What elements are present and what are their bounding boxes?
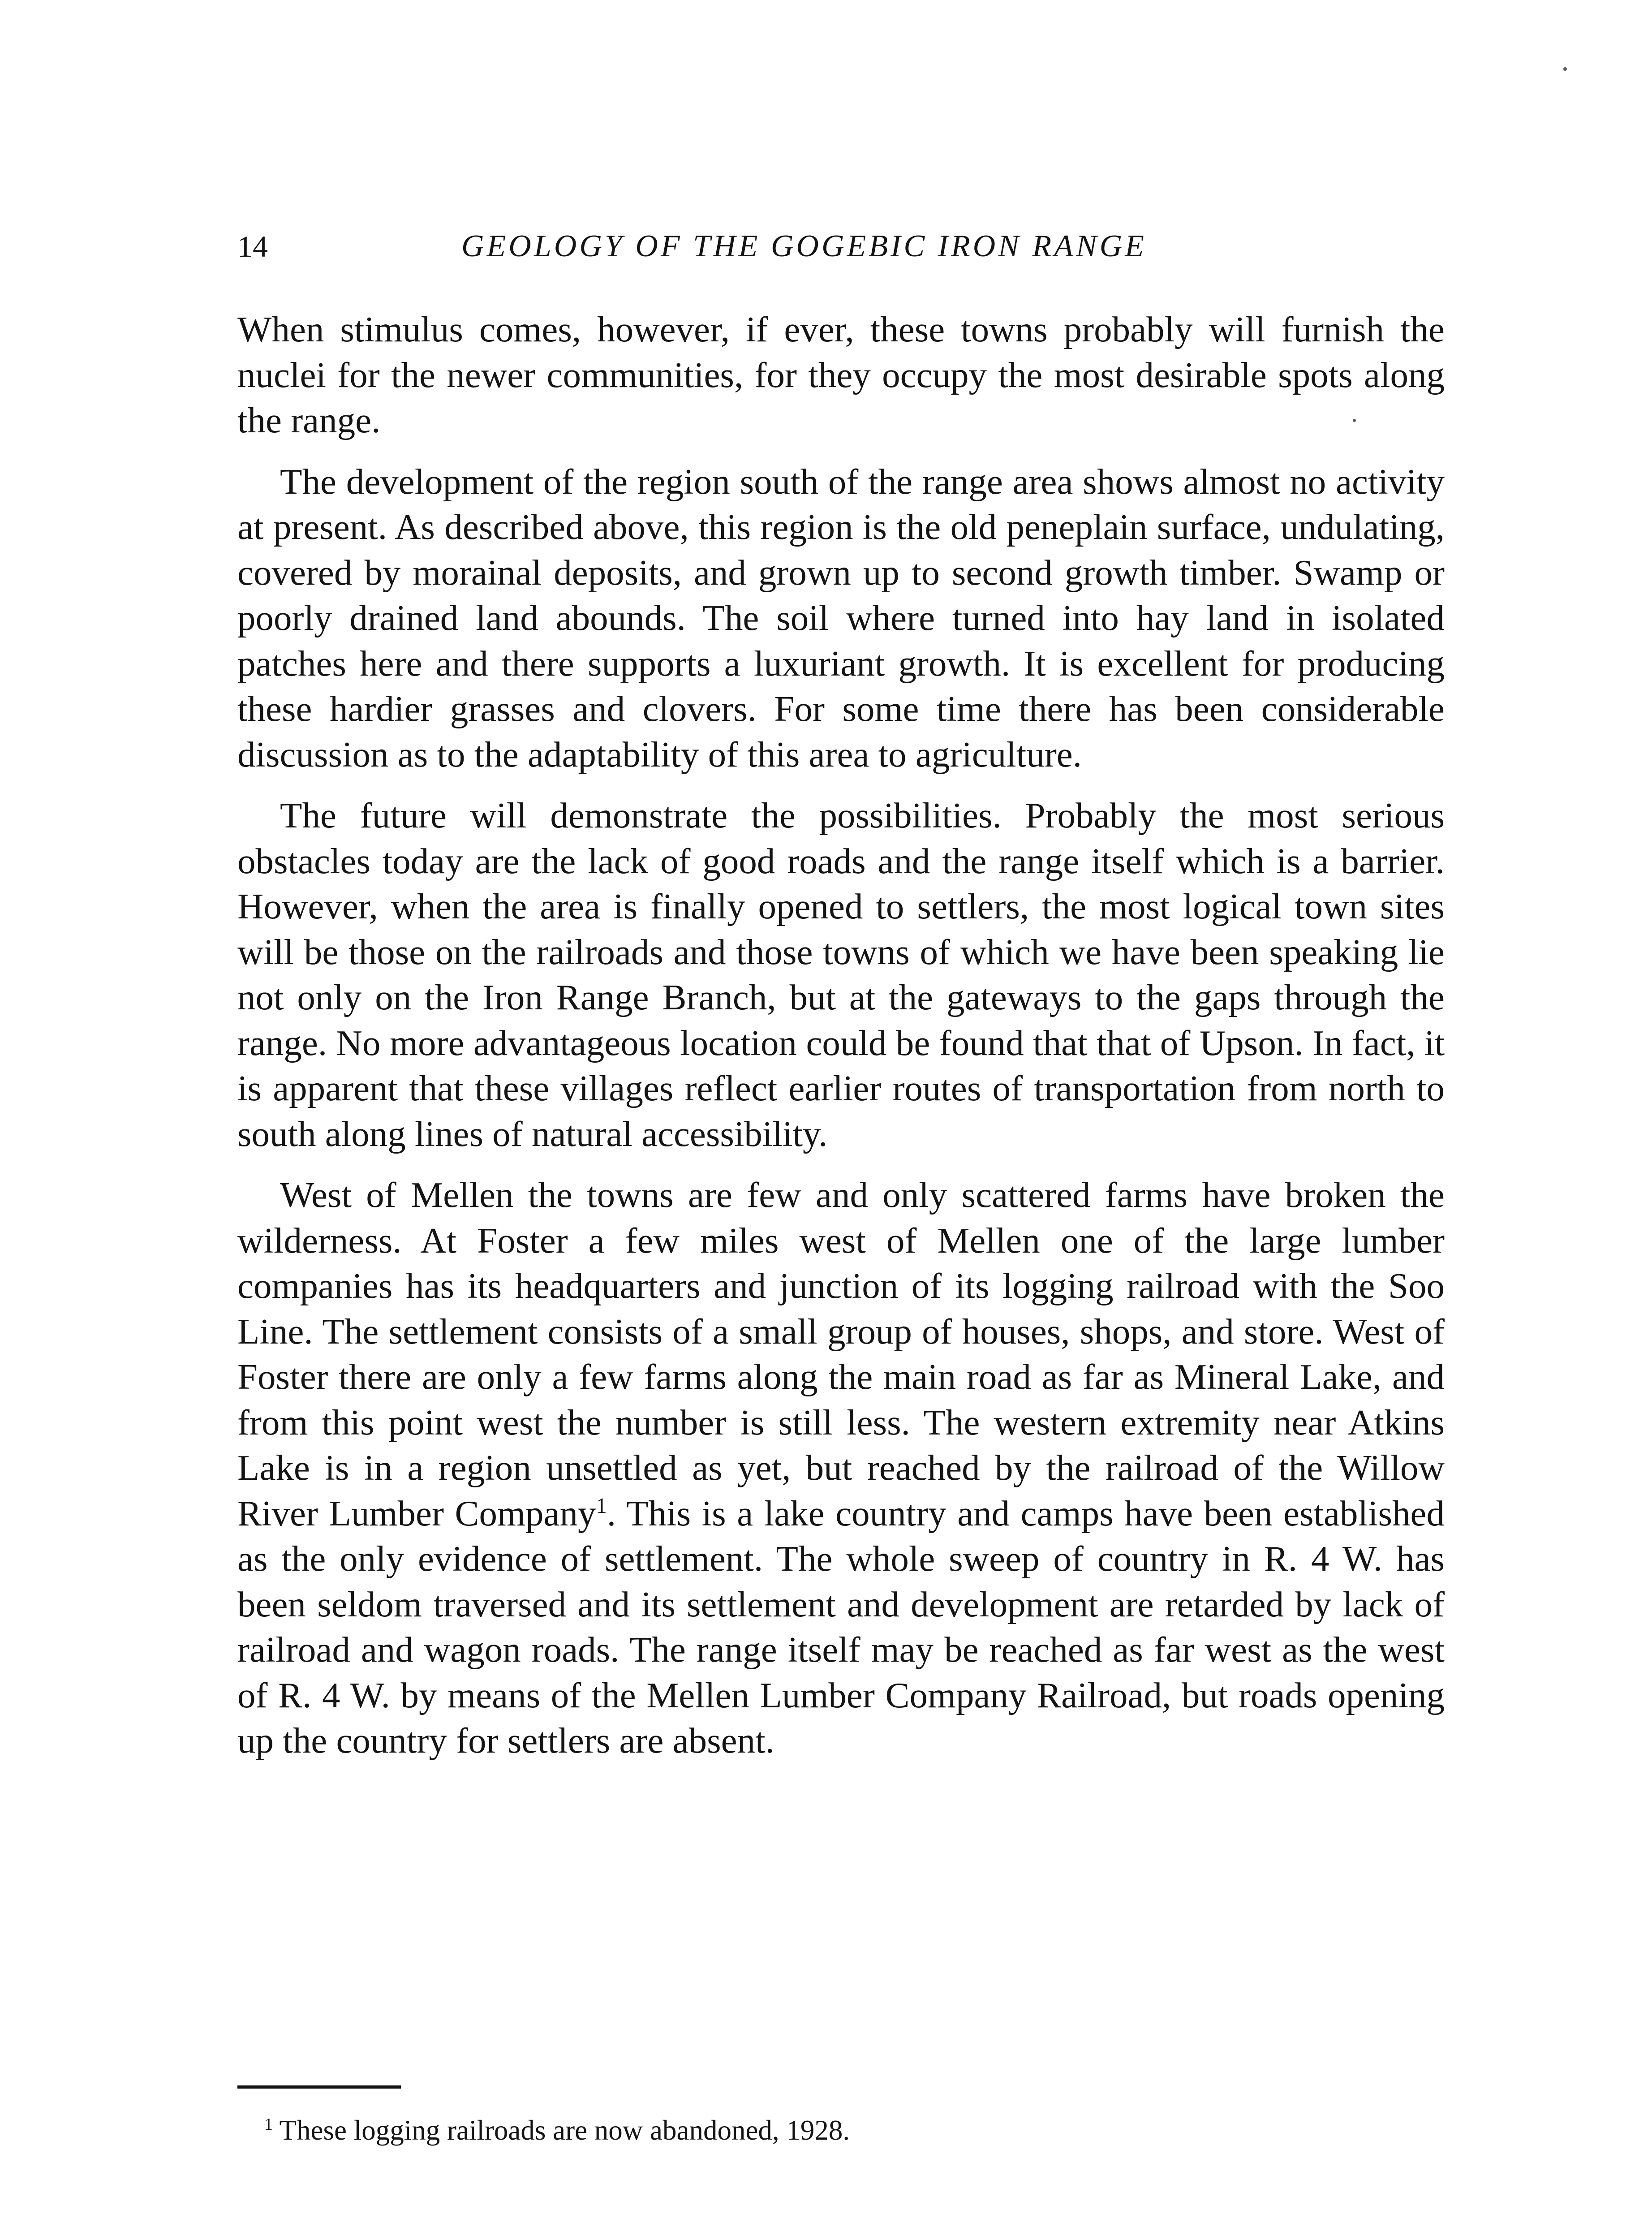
page-header	[237, 226, 1447, 267]
footnote-mark: 1	[264, 2115, 273, 2134]
paragraph-4-text-before-note: West of Mellen the towns are few and only scattered farms have broken the wilderness. At Foster a few miles west of Mellen one of the large lumber companies has its headquarters and junction of its logging railroad with the Soo Line. The settlement consists of a small group of houses, shops, and store. West of Foster there are only a few farms along the main road as far as Mineral Lake, and from this point west the number is still less. The western extremity near Atkins Lake is in a region unsettled as yet, but reached by the railroad of the Willow River Lumber Company	[237, 1175, 1445, 1534]
footnote	[264, 2110, 1429, 2150]
paragraph-4-text-after-note: . This is a lake country and camps have been established as the only evidence of settlement. The whole sweep of country in R. 4 W. has been seldom traversed and its settlement and development are retarded by lack of railroad and wagon roads. The range itself may be reached as far west as the west of R. 4 W. by means of the Mellen Lumber Company Railroad, but roads opening up the country for settlers are absent.	[237, 1493, 1445, 1761]
running-head: GEOLOGY OF THE GOGEBIC IRON RANGE	[461, 229, 1147, 263]
paragraph-3: The future will demonstrate the possibilities. Probably the most serious obstacles today are the lack of good roads and the range itself which is a barrier. However, when the area is finally opened to settlers, the most logical town sites will be those on the railroads and those towns of which we have been speaking lie not only on the Iron Range Branch, but at the gateways to the gaps through the range. No more advantageous location could be found that that of Upson. In fact, it is apparent that these villages reflect earlier routes of transportation from north to south along lines of natural accessibility.	[237, 795, 1445, 1154]
footnote-text: These logging railroads are now abandoned, 1928.	[279, 2115, 850, 2146]
footnote-divider	[237, 2085, 401, 2089]
paragraph-1: When stimulus comes, however, if ever, these towns probably will furnish the nuclei for the newer communities, for they occupy the most desirable spots along the range.	[237, 309, 1445, 440]
page-number: 14	[237, 229, 268, 263]
paragraph-2: The development of the region south of the range area shows almost no activity at present. As described above, this region is the old peneplain surface, undulating, covered by morainal deposits, and grown up to second growth timber. Swamp or poorly drained land abounds. The soil where turned into hay land in isolated patches here and there supports a luxuriant growth. It is excellent for producing these hardier grasses and clovers. For some time there has been considerable discussion as to the adaptability of this area to agriculture.	[237, 461, 1445, 775]
paper-speck	[1353, 419, 1356, 422]
paper-speck	[1563, 67, 1567, 71]
paragraph-4	[237, 1172, 1445, 1764]
footnote-reference: 1	[596, 1493, 607, 1518]
body-text	[237, 307, 1445, 1779]
